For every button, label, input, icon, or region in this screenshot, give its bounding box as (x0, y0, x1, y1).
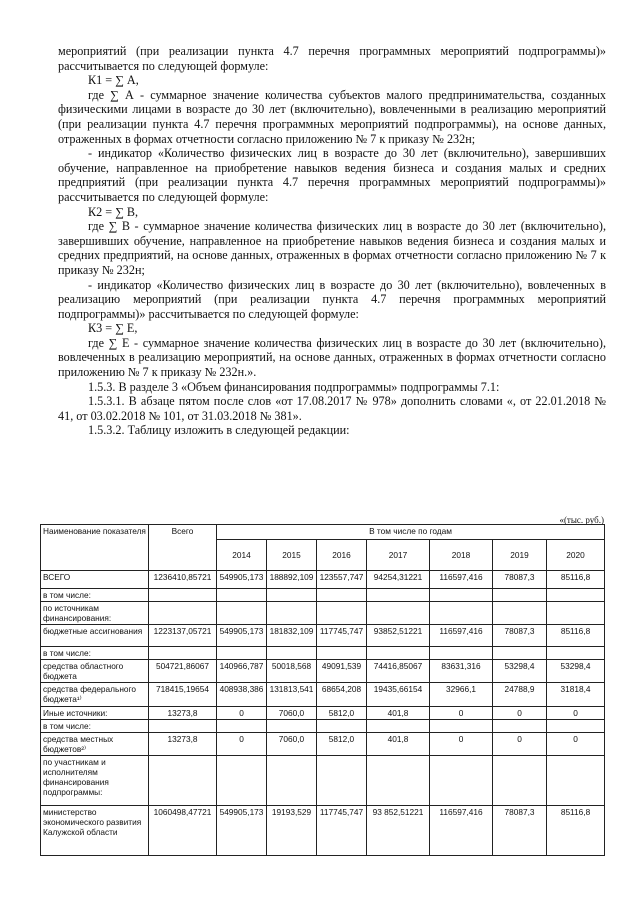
cell-value: 93852,51221 (367, 625, 430, 647)
cell-value: 85116,8 (547, 571, 605, 589)
table-row (41, 571, 605, 589)
cell-value: 549905,173 (217, 806, 267, 856)
cell-value (267, 756, 317, 806)
cell-value (493, 720, 547, 733)
table-row (41, 720, 605, 733)
paragraph: 1.5.3.1. В абзаце пятом после слов «от 17.08.2017 № 978» дополнить словами «, от 22.01.2018 № 41, от 03.02.2018 № 101, от 31.03.2018 № 381». (58, 394, 606, 423)
cell-value: 408938,386 (217, 683, 267, 707)
cell-value: 83631,316 (430, 660, 493, 683)
cell-value: 13273,8 (149, 707, 217, 720)
cell-value: 0 (547, 733, 605, 756)
row-label: министерство экономического развития Калужской области (41, 806, 149, 856)
cell-value (547, 720, 605, 733)
cell-value: 5812,0 (317, 733, 367, 756)
table-row (41, 625, 605, 647)
cell-value: 7060,0 (267, 707, 317, 720)
cell-value (149, 602, 217, 625)
cell-value: 1060498,47721 (149, 806, 217, 856)
paragraph: мероприятий (при реализации пункта 4.7 перечня программных мероприятий подпрограммы)» рассчитывается по следующей формуле: (58, 44, 606, 73)
cell-value: 0 (547, 707, 605, 720)
cell-value: 117745,747 (317, 625, 367, 647)
row-label: в том числе: (41, 647, 149, 660)
cell-value: 53298,4 (547, 660, 605, 683)
cell-value (149, 756, 217, 806)
cell-value (317, 720, 367, 733)
cell-value (547, 647, 605, 660)
cell-value: 0 (217, 707, 267, 720)
row-label: ВСЕГО (41, 571, 149, 589)
cell-value: 32966,1 (430, 683, 493, 707)
cell-value (493, 589, 547, 602)
row-label: Иные источники: (41, 707, 149, 720)
cell-value: 140966,787 (217, 660, 267, 683)
row-label: средства местных бюджетов²⁾ (41, 733, 149, 756)
cell-value: 131813,541 (267, 683, 317, 707)
unit-label: «(тыс. руб.) (559, 515, 604, 525)
cell-value: 74416,85067 (367, 660, 430, 683)
row-label: средства федерального бюджета¹⁾ (41, 683, 149, 707)
cell-value: 188892,109 (267, 571, 317, 589)
cell-value: 31818,4 (547, 683, 605, 707)
cell-value (367, 756, 430, 806)
cell-value (547, 602, 605, 625)
cell-value: 549905,173 (217, 625, 267, 647)
cell-value: 123557,747 (317, 571, 367, 589)
cell-value (430, 720, 493, 733)
table-row (41, 589, 605, 602)
cell-value (149, 720, 217, 733)
cell-value: 5812,0 (317, 707, 367, 720)
table-row (41, 756, 605, 806)
cell-value: 0 (493, 733, 547, 756)
cell-value (267, 720, 317, 733)
header-year: 2018 (430, 540, 493, 571)
cell-value (430, 756, 493, 806)
cell-value: 116597,416 (430, 806, 493, 856)
cell-value (217, 602, 267, 625)
cell-value: 504721,86067 (149, 660, 217, 683)
cell-value: 94254,31221 (367, 571, 430, 589)
header-year: 2019 (493, 540, 547, 571)
paragraph: К1 = ∑ А, (88, 73, 139, 88)
cell-value: 78087,3 (493, 806, 547, 856)
header-year: 2016 (317, 540, 367, 571)
cell-value (217, 720, 267, 733)
paragraph: где ∑ В - суммарное значение количества физических лиц в возрасте до 30 лет (включительно), завершивших обучение, направленное на приобретение навыков ведения бизнеса и создания малых и средних предприятий, на основе данных, отраженных в формах отчетности согласно приложению № 7 к приказу № 232н; (58, 219, 606, 277)
table-row (41, 707, 605, 720)
cell-value: 116597,416 (430, 625, 493, 647)
paragraph: - индикатор «Количество физических лиц в возрасте до 30 лет (включительно), вовлеченных в реализацию мероприятий (при реализации пункта 4.7 перечня программных мероприятий подпрограммы)» рассчитывается по следующей формуле: (58, 277, 606, 321)
table-row (41, 660, 605, 683)
paragraph: где ∑ А - суммарное значение количества субъектов малого предпринимательства, созданных физическими лицами в возрасте до 30 лет (включительно), вовлеченными в реализацию мероприятий (при реализации пункта 4.7 перечня программных мероприятий подпрограммы), на основе данных, отраженных в формах отчетности согласно приложению № 7 к приказу № 232н; (58, 87, 606, 146)
cell-value: 13273,8 (149, 733, 217, 756)
cell-value (430, 647, 493, 660)
cell-value (317, 589, 367, 602)
cell-value: 401,8 (367, 707, 430, 720)
paragraph: К2 = ∑ В, (88, 204, 139, 219)
header-in-years: В том числе по годам (217, 525, 605, 540)
paragraph: К3 = ∑ Е, (88, 321, 138, 336)
cell-value (367, 589, 430, 602)
document-text (58, 44, 606, 438)
cell-value: 116597,416 (430, 571, 493, 589)
financing-table (40, 524, 605, 856)
cell-value: 78087,3 (493, 625, 547, 647)
cell-value: 78087,3 (493, 571, 547, 589)
row-label: бюджетные ассигнования (41, 625, 149, 647)
header-year: 2015 (267, 540, 317, 571)
header-year: 2017 (367, 540, 430, 571)
cell-value: 718415,19654 (149, 683, 217, 707)
cell-value (317, 647, 367, 660)
cell-value (367, 647, 430, 660)
cell-value: 19193,529 (267, 806, 317, 856)
cell-value (367, 720, 430, 733)
cell-value (493, 756, 547, 806)
cell-value: 0 (430, 733, 493, 756)
paragraph: - индикатор «Количество физических лиц в возрасте до 30 лет (включительно), завершивших обучение, направленное на приобретение навыков ведения бизнеса и создания малых и средних предприятий (при реализации пункта 4.7 перечня программных мероприятий подпрограммы)» рассчитывается по следующей формуле: (58, 146, 606, 204)
paragraph: 1.5.3. В разделе 3 «Объем финансирования подпрограммы» подпрограммы 7.1: (88, 379, 500, 394)
cell-value: 1236410,85721 (149, 571, 217, 589)
row-label: по участникам и исполнителям финансирования подпрограммы: (41, 756, 149, 806)
table-row (41, 806, 605, 856)
cell-value (547, 589, 605, 602)
cell-value: 7060,0 (267, 733, 317, 756)
cell-value: 68654,208 (317, 683, 367, 707)
row-label: по источникам финансирования: (41, 602, 149, 625)
cell-value: 24788,9 (493, 683, 547, 707)
header-total: Всего (149, 525, 217, 571)
table-row (41, 733, 605, 756)
row-label: в том числе: (41, 720, 149, 733)
cell-value: 50018,568 (267, 660, 317, 683)
header-year: 2014 (217, 540, 267, 571)
cell-value: 49091,539 (317, 660, 367, 683)
cell-value (217, 647, 267, 660)
cell-value: 19435,66154 (367, 683, 430, 707)
cell-value (267, 602, 317, 625)
cell-value (493, 602, 547, 625)
cell-value (217, 589, 267, 602)
cell-value: 53298,4 (493, 660, 547, 683)
cell-value (267, 589, 317, 602)
paragraph: где ∑ Е - суммарное значение количества физических лиц в возрасте до 30 лет (включительно), вовлеченных в реализацию мероприятий, на основе данных, отраженных в формах отчетности согласно приложению № 7 к приказу № 232н.». (58, 335, 606, 380)
cell-value: 0 (217, 733, 267, 756)
cell-value: 1223137,05721 (149, 625, 217, 647)
cell-value (430, 602, 493, 625)
cell-value (317, 602, 367, 625)
cell-value: 93 852,51221 (367, 806, 430, 856)
cell-value (547, 756, 605, 806)
cell-value: 401,8 (367, 733, 430, 756)
cell-value (149, 647, 217, 660)
table-row (41, 602, 605, 625)
cell-value (317, 756, 367, 806)
paragraph: 1.5.3.2. Таблицу изложить в следующей редакции: (88, 423, 350, 438)
cell-value (149, 589, 217, 602)
header-year: 2020 (547, 540, 605, 571)
cell-value (267, 647, 317, 660)
cell-value (367, 602, 430, 625)
cell-value (217, 756, 267, 806)
table-row (41, 647, 605, 660)
cell-value: 117745,747 (317, 806, 367, 856)
cell-value: 181832,109 (267, 625, 317, 647)
cell-value: 0 (430, 707, 493, 720)
cell-value (493, 647, 547, 660)
cell-value: 549905,173 (217, 571, 267, 589)
cell-value (430, 589, 493, 602)
header-name: Наименование показателя (41, 525, 149, 571)
cell-value: 85116,8 (547, 806, 605, 856)
cell-value: 85116,8 (547, 625, 605, 647)
table-row (41, 683, 605, 707)
row-label: средства областного бюджета (41, 660, 149, 683)
cell-value: 0 (493, 707, 547, 720)
row-label: в том числе: (41, 589, 149, 602)
